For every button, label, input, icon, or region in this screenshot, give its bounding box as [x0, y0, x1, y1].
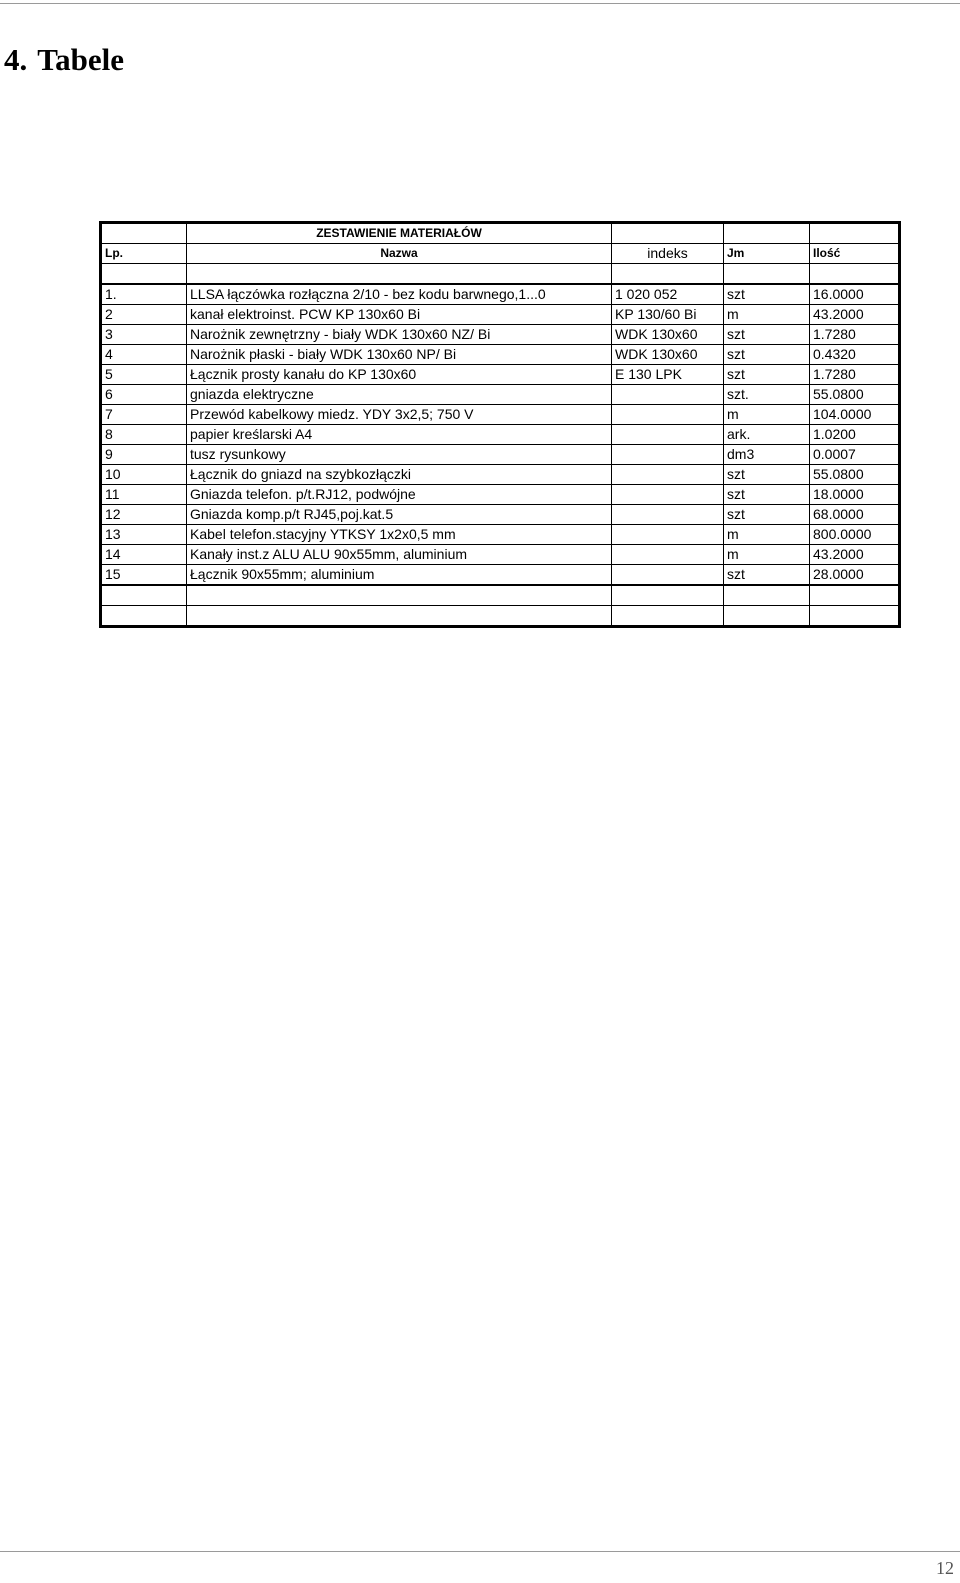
cell-jm: szt.	[724, 385, 810, 405]
cell-nazwa: Łącznik do gniazd na szybkozłączki	[187, 465, 612, 485]
table-row	[101, 305, 900, 325]
cell-nazwa: gniazda elektryczne	[187, 385, 612, 405]
table-row	[101, 525, 900, 545]
cell-indeks	[612, 545, 724, 565]
cell-indeks	[612, 485, 724, 505]
cell-lp: 5	[101, 365, 187, 385]
cell-jm: szt	[724, 345, 810, 365]
cell-lp: 8	[101, 425, 187, 445]
cell-ilosc: 0.0007	[810, 445, 900, 465]
table-row	[101, 465, 900, 485]
bottom-rule	[0, 1551, 960, 1552]
table-row	[101, 505, 900, 525]
cell-indeks	[612, 425, 724, 445]
section-heading	[4, 42, 124, 78]
col-header-nazwa: Nazwa	[187, 244, 612, 264]
table-empty-row	[101, 606, 900, 627]
cell-ilosc: 18.0000	[810, 485, 900, 505]
table-row	[101, 325, 900, 345]
cell-jm: ark.	[724, 425, 810, 445]
table-row	[101, 365, 900, 385]
cell-jm: szt	[724, 505, 810, 525]
cell-lp: 15	[101, 565, 187, 586]
cell-jm: szt	[724, 284, 810, 305]
cell-nazwa: Łącznik prosty kanału do KP 130x60	[187, 365, 612, 385]
cell-lp: 12	[101, 505, 187, 525]
table-row	[101, 565, 900, 586]
section-title: Tabele	[37, 42, 124, 77]
cell-indeks	[612, 525, 724, 545]
cell-jm: szt	[724, 325, 810, 345]
table-row	[101, 445, 900, 465]
cell-nazwa: Narożnik zewnętrzny - biały WDK 130x60 NZ/ Bi	[187, 325, 612, 345]
cell-ilosc: 43.2000	[810, 305, 900, 325]
cell-lp: 1.	[101, 284, 187, 305]
materials-table	[99, 221, 901, 628]
cell-nazwa: Przewód kabelkowy miedz. YDY 3x2,5; 750 V	[187, 405, 612, 425]
cell-ilosc: 1.7280	[810, 325, 900, 345]
cell-indeks	[612, 565, 724, 586]
cell-lp: 10	[101, 465, 187, 485]
cell-jm: szt	[724, 485, 810, 505]
cell-nazwa: Kanały inst.z ALU ALU 90x55mm, aluminium	[187, 545, 612, 565]
cell-lp: 3	[101, 325, 187, 345]
cell-lp: 9	[101, 445, 187, 465]
table-row	[101, 385, 900, 405]
col-header-ilosc: Ilość	[810, 244, 900, 264]
table-spacer-row	[101, 264, 900, 285]
table-title: ZESTAWIENIE MATERIAŁÓW	[187, 223, 612, 244]
cell-indeks: E 130 LPK	[612, 365, 724, 385]
cell-ilosc: 1.7280	[810, 365, 900, 385]
cell-lp: 4	[101, 345, 187, 365]
table-row	[101, 485, 900, 505]
cell-nazwa: Kabel telefon.stacyjny YTKSY 1x2x0,5 mm	[187, 525, 612, 545]
cell-jm: szt	[724, 365, 810, 385]
cell-jm: szt	[724, 565, 810, 586]
cell-indeks: KP 130/60 Bi	[612, 305, 724, 325]
cell-lp: 6	[101, 385, 187, 405]
page-number: 12	[936, 1558, 954, 1578]
cell-nazwa: Łącznik 90x55mm; aluminium	[187, 565, 612, 586]
table-empty-row	[101, 585, 900, 606]
cell-jm: m	[724, 525, 810, 545]
table-row	[101, 345, 900, 365]
cell-lp: 14	[101, 545, 187, 565]
cell-jm: dm3	[724, 445, 810, 465]
cell-ilosc: 55.0800	[810, 465, 900, 485]
table-title-row	[101, 223, 900, 244]
cell-jm: m	[724, 405, 810, 425]
cell-ilosc: 43.2000	[810, 545, 900, 565]
cell-ilosc: 28.0000	[810, 565, 900, 586]
cell-ilosc: 55.0800	[810, 385, 900, 405]
top-rule	[0, 3, 960, 4]
cell-ilosc: 68.0000	[810, 505, 900, 525]
cell-nazwa: Narożnik płaski - biały WDK 130x60 NP/ Bi	[187, 345, 612, 365]
cell-ilosc: 104.0000	[810, 405, 900, 425]
cell-nazwa: Gniazda telefon. p/t.RJ12, podwójne	[187, 485, 612, 505]
table-row	[101, 545, 900, 565]
cell-ilosc: 1.0200	[810, 425, 900, 445]
cell-lp: 2	[101, 305, 187, 325]
cell-nazwa: Gniazda komp.p/t RJ45,poj.kat.5	[187, 505, 612, 525]
cell-ilosc: 0.4320	[810, 345, 900, 365]
section-number: 4.	[4, 42, 28, 77]
cell-ilosc: 800.0000	[810, 525, 900, 545]
cell-lp: 7	[101, 405, 187, 425]
cell-indeks	[612, 405, 724, 425]
cell-nazwa: LLSA łączówka rozłączna 2/10 - bez kodu barwnego,1...0	[187, 284, 612, 305]
cell-indeks	[612, 465, 724, 485]
cell-lp: 13	[101, 525, 187, 545]
table-header-row	[101, 244, 900, 264]
col-header-jm: Jm	[724, 244, 810, 264]
col-header-indeks: indeks	[612, 244, 724, 264]
col-header-lp: Lp.	[101, 244, 187, 264]
cell-nazwa: kanał elektroinst. PCW KP 130x60 Bi	[187, 305, 612, 325]
cell-jm: szt	[724, 465, 810, 485]
cell-indeks: WDK 130x60	[612, 325, 724, 345]
cell-indeks: WDK 130x60	[612, 345, 724, 365]
cell-nazwa: tusz rysunkowy	[187, 445, 612, 465]
table-row	[101, 425, 900, 445]
cell-lp: 11	[101, 485, 187, 505]
cell-jm: m	[724, 545, 810, 565]
table-row	[101, 284, 900, 305]
cell-ilosc: 16.0000	[810, 284, 900, 305]
table-row	[101, 405, 900, 425]
cell-indeks	[612, 505, 724, 525]
cell-indeks: 1 020 052	[612, 284, 724, 305]
cell-indeks	[612, 385, 724, 405]
cell-indeks	[612, 445, 724, 465]
cell-nazwa: papier kreślarski A4	[187, 425, 612, 445]
cell-jm: m	[724, 305, 810, 325]
